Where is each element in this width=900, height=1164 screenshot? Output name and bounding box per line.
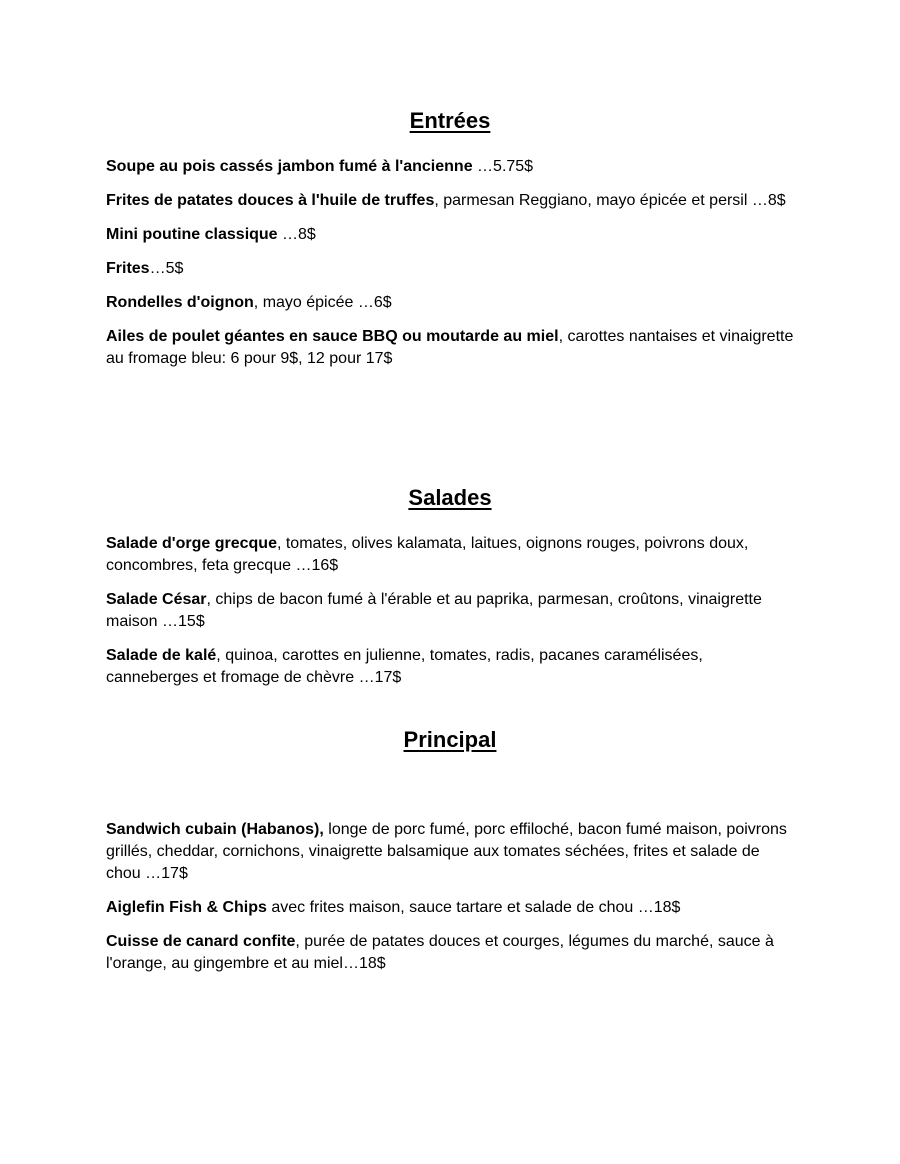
section-entrees (106, 108, 794, 382)
item-name: Salade d'orge grecque (106, 535, 277, 552)
menu-item (106, 224, 796, 246)
item-description: …5$ (149, 260, 184, 277)
menu-item (106, 326, 796, 370)
item-description: …5.75$ (472, 158, 534, 175)
menu-item (106, 931, 796, 975)
menu-item (106, 190, 796, 212)
item-name: Cuisse de canard confite (106, 933, 296, 950)
item-description: avec frites maison, sauce tartare et salade de chou …18$ (266, 899, 681, 916)
section-salades (106, 485, 794, 701)
section-principal (106, 727, 794, 987)
item-name: Frites (106, 260, 150, 277)
item-name: Frites de patates douces à l'huile de truffes (106, 192, 435, 209)
section-title: Principal (403, 727, 497, 752)
item-name: Rondelles d'oignon (106, 294, 254, 311)
menu-item (106, 589, 796, 633)
item-name: Sandwich cubain (Habanos), (106, 821, 324, 838)
menu-item (106, 292, 796, 314)
item-name: Soupe au pois cassés jambon fumé à l'ancienne (106, 158, 473, 175)
menu-item (106, 156, 796, 178)
item-name: Mini poutine classique (106, 226, 278, 243)
item-description: , quinoa, carottes en julienne, tomates, radis, pacanes caramélisées, canneberges et fromage de chèvre …17$ (106, 647, 703, 686)
item-description: , parmesan Reggiano, mayo épicée et persil …8$ (434, 192, 786, 209)
item-name: Ailes de poulet géantes en sauce BBQ ou moutarde au miel (106, 328, 559, 345)
item-description: , carottes nantaises et vinaigrette au fromage bleu: 6 pour 9$, 12 pour 17$ (106, 328, 794, 367)
section-title: Entrées (409, 108, 491, 133)
item-description: , tomates, olives kalamata, laitues, oignons rouges, poivrons doux, concombres, feta grecque …16$ (106, 535, 749, 574)
menu-item (106, 533, 796, 577)
item-name: Salade César (106, 591, 207, 608)
item-name: Aiglefin Fish & Chips (106, 899, 267, 916)
item-description: , mayo épicée …6$ (253, 294, 392, 311)
menu-item (106, 897, 796, 919)
menu-item (106, 645, 796, 689)
menu-item (106, 819, 796, 885)
item-description: , chips de bacon fumé à l'érable et au paprika, parmesan, croûtons, vinaigrette maison …15$ (106, 591, 762, 630)
section-title: Salades (408, 485, 492, 510)
item-description: longe de porc fumé, porc effiloché, bacon fumé maison, poivrons grillés, cheddar, cornichons, vinaigrette balsamique aux tomates séchées, frites et salade de chou …17$ (106, 821, 787, 882)
item-name: Salade de kalé (106, 647, 217, 664)
item-description: …8$ (277, 226, 316, 243)
item-description: , purée de patates douces et courges, légumes du marché, sauce à l'orange, au gingembre et au miel…18$ (106, 933, 774, 972)
menu-item (106, 258, 796, 280)
